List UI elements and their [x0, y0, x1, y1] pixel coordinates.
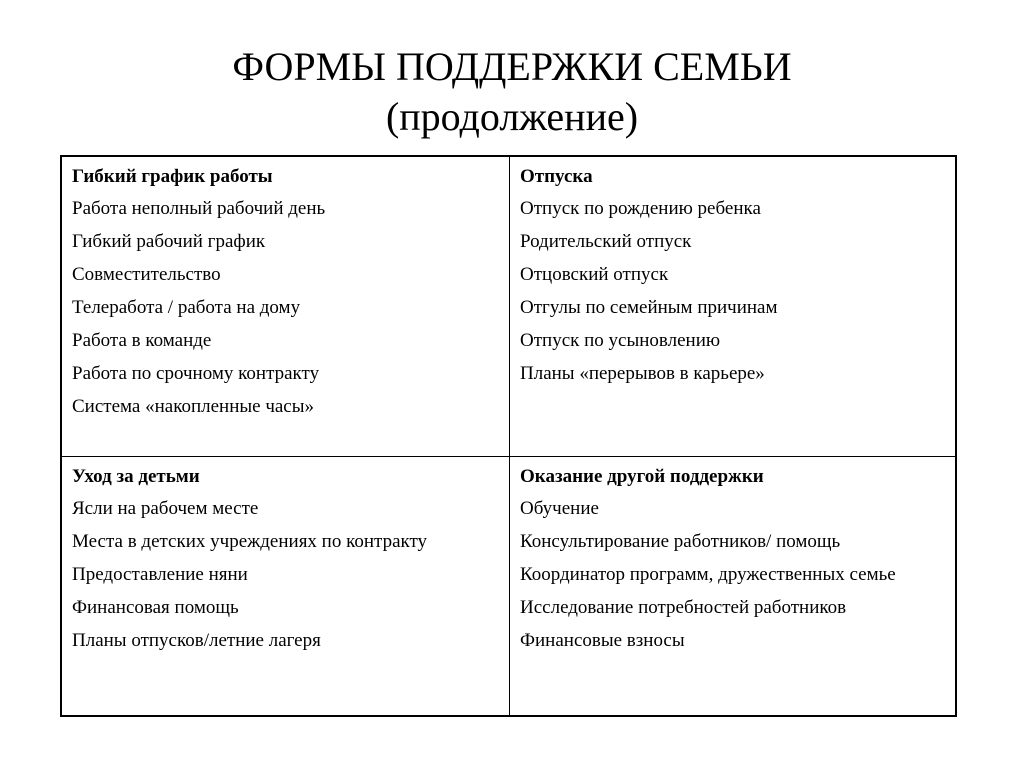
list-item: Совместительство: [72, 264, 221, 285]
list-item: Отпуск по рождению ребенка: [520, 198, 761, 219]
list-item: Гибкий рабочий график: [72, 231, 266, 252]
list-item: Обучение: [520, 498, 599, 519]
slide-title-line2: (продолжение): [385, 94, 639, 139]
slide-title: [0, 42, 1024, 142]
list-item: Система «накопленные часы»: [72, 396, 315, 417]
list-item: Исследование потребностей работников: [520, 597, 847, 618]
list-item: Финансовая помощь: [72, 597, 239, 618]
list-item: Родительский отпуск: [520, 231, 692, 252]
list-item: Предоставление няни: [72, 564, 248, 585]
list-item: Планы отпусков/летние лагеря: [72, 630, 321, 651]
list-item: Координатор программ, дружественных семье: [520, 564, 896, 585]
cell-leaves: [510, 157, 955, 457]
list-item: Отцовский отпуск: [520, 264, 669, 285]
list-item: Телеработа / работа на дому: [72, 297, 301, 318]
list-item: Работа по срочному контракту: [72, 363, 320, 384]
cell-list: [72, 198, 499, 418]
cell-other-support: [510, 457, 955, 715]
list-item: Работа в команде: [72, 330, 212, 351]
support-forms-table: [60, 155, 957, 717]
cell-flexible-schedule: [62, 157, 510, 457]
list-item: Отгулы по семейным причинам: [520, 297, 778, 318]
cell-heading: Гибкий график работы: [72, 166, 273, 187]
list-item: Места в детских учреждениях по контракту: [72, 531, 428, 552]
list-item: Ясли на рабочем месте: [72, 498, 259, 519]
list-item: Консультирование работников/ помощь: [520, 531, 841, 552]
cell-childcare: [62, 457, 510, 715]
cell-list: [520, 498, 945, 652]
cell-list: [520, 198, 945, 385]
slide-title-line1: ФОРМЫ ПОДДЕРЖКИ СЕМЬИ: [232, 44, 792, 89]
cell-list: [72, 498, 499, 652]
cell-heading: Отпуска: [520, 166, 593, 187]
list-item: Отпуск по усыновлению: [520, 330, 721, 351]
list-item: Работа неполный рабочий день: [72, 198, 326, 219]
cell-heading: Уход за детьми: [72, 466, 200, 487]
list-item: Финансовые взносы: [520, 630, 685, 651]
cell-heading: Оказание другой поддержки: [520, 466, 764, 487]
list-item: Планы «перерывов в карьере»: [520, 363, 765, 384]
